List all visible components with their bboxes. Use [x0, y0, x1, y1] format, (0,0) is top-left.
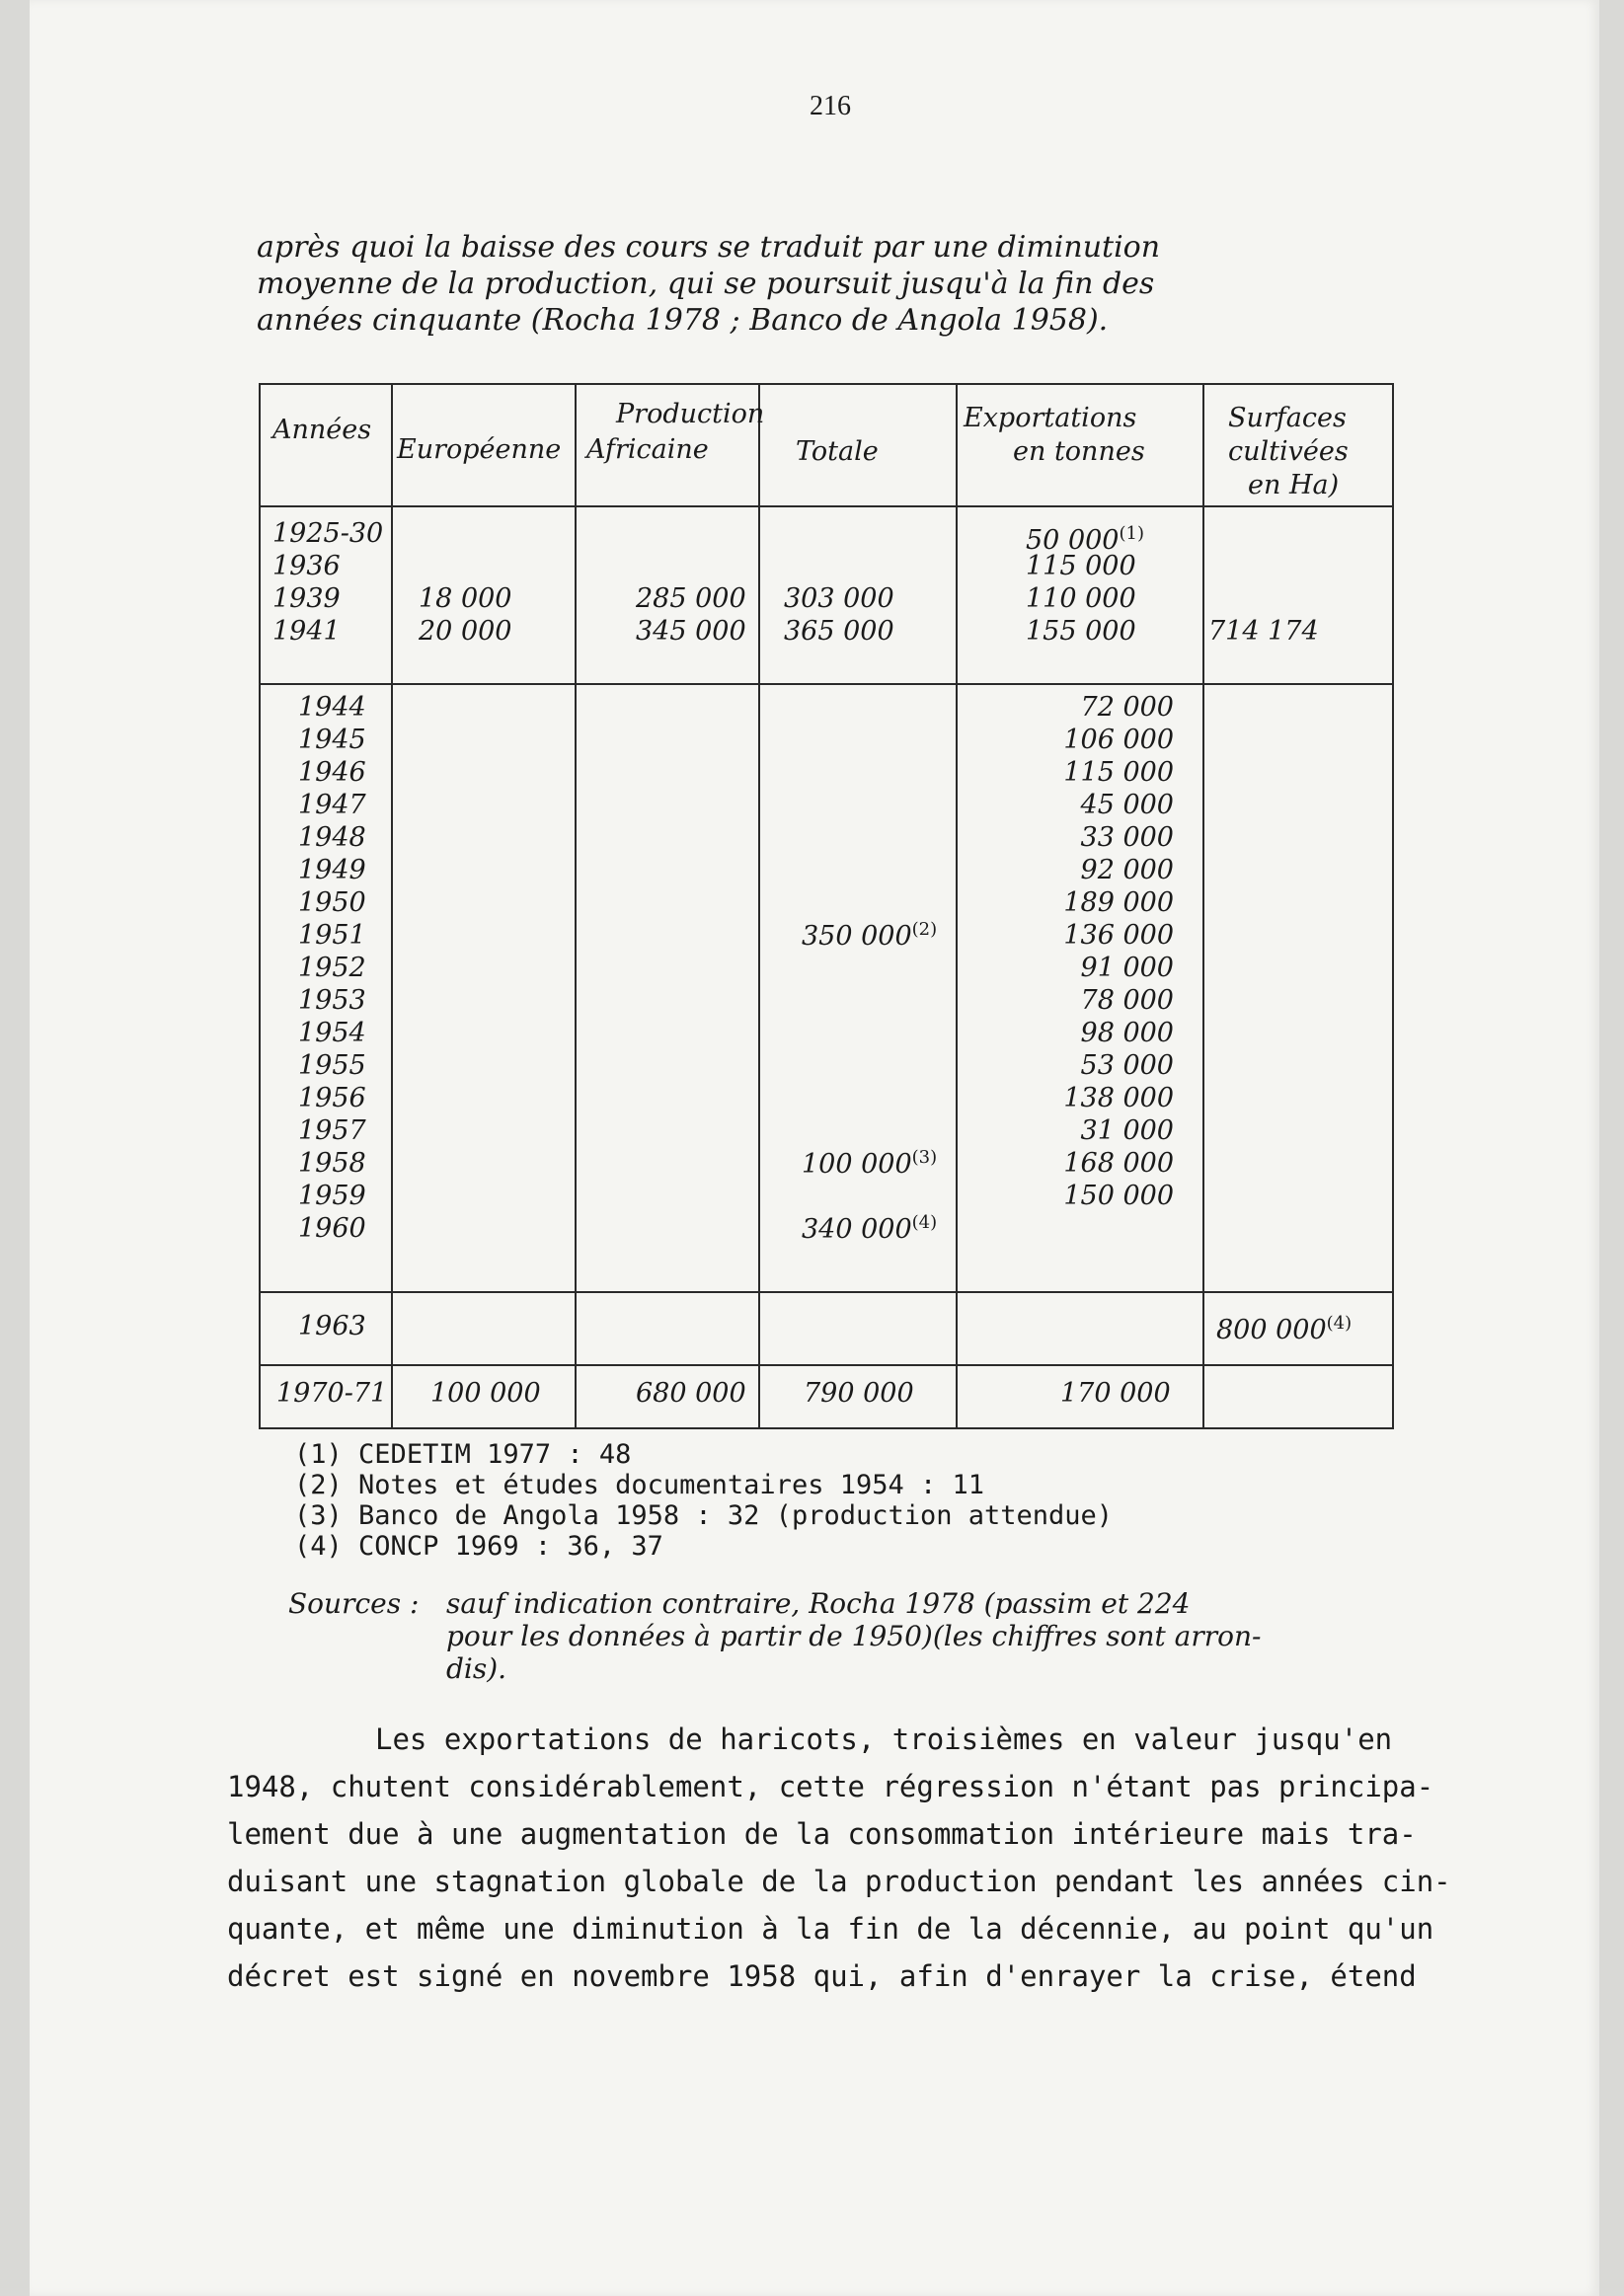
- note-item: [294, 1500, 1479, 1531]
- value-cell: 98 000: [1080, 1018, 1174, 1048]
- value-cell: 53 000: [1080, 1050, 1174, 1081]
- year-1970: 1970-71: [276, 1378, 388, 1409]
- header-surfaces-line3: en Ha): [1248, 470, 1340, 500]
- header-europeenne: Européenne: [397, 434, 562, 465]
- sources-label: Sources :: [288, 1587, 420, 1620]
- header-surfaces-line2: cultivées: [1228, 436, 1349, 467]
- value-cell: 72 000: [1080, 692, 1174, 723]
- header-surfaces: Surfaces: [1228, 403, 1347, 433]
- block1-surfaces: [1208, 517, 1319, 648]
- sources-line: sauf indication contraire, Rocha 1978 (passim et 224: [446, 1587, 1191, 1620]
- value-cell: [636, 517, 746, 550]
- year-cell: 1957: [298, 1115, 366, 1146]
- header-exportations: Exportations: [964, 403, 1137, 433]
- table-divider: [391, 385, 393, 1427]
- intro-paragraph: [257, 229, 1343, 339]
- africaine-1970: 680 000: [636, 1378, 746, 1409]
- sources-text: [446, 1587, 1473, 1685]
- document-page: [30, 0, 1599, 2296]
- note-number: (4): [294, 1531, 343, 1562]
- header-annees: Années: [272, 415, 372, 445]
- block1-years: [272, 517, 383, 648]
- body-line: Les exportations de haricots, troisièmes en valeur jusqu'en: [375, 1722, 1393, 1756]
- footnote-ref: (4): [911, 1212, 938, 1233]
- table-divider: [261, 505, 1392, 507]
- value-cell: [1208, 550, 1319, 582]
- value-cell: [1026, 1212, 1174, 1245]
- body-line: 1948, chutent considérablement, cette régression n'étant pas principa-: [227, 1770, 1434, 1803]
- exportations-1970: 170 000: [1060, 1378, 1171, 1409]
- note-item: [294, 1470, 1479, 1500]
- sources-line: dis).: [446, 1652, 507, 1685]
- value-cell: 168 000: [1063, 1148, 1174, 1179]
- value-cell: 91 000: [1080, 953, 1174, 983]
- intro-line: moyenne de la production, qui se poursuit jusqu'à la fin des: [257, 267, 1155, 301]
- block1-totale: [784, 517, 894, 648]
- value-cell: 92 000: [1080, 855, 1174, 885]
- year-cell: 1959: [298, 1181, 366, 1211]
- year-cell: 1952: [298, 953, 366, 983]
- value-cell: 155 000: [1026, 616, 1136, 647]
- year-cell: 1941: [272, 616, 341, 647]
- body-line: lement due à une augmentation de la consommation intérieure mais tra-: [227, 1817, 1417, 1851]
- value-cell: [784, 517, 894, 550]
- year-cell: 1949: [298, 855, 366, 885]
- value-cell: [419, 517, 511, 550]
- block1-africaine: [636, 517, 746, 648]
- note-number: (1): [294, 1439, 343, 1470]
- value-cell: 115 000: [1063, 757, 1174, 788]
- intro-line: années cinquante (Rocha 1978 ; Banco de Angola 1958).: [257, 303, 1109, 338]
- note-text: Notes et études documentaires 1954 : 11: [358, 1470, 985, 1500]
- note-text: Banco de Angola 1958 : 32 (production attendue): [358, 1500, 1114, 1531]
- value-text: 50 000: [1026, 525, 1120, 556]
- block1-exportations: [1026, 517, 1144, 648]
- value-cell: 20 000: [419, 616, 512, 647]
- header-totale: Totale: [796, 436, 879, 467]
- footnote-ref: (1): [1119, 523, 1144, 544]
- value-cell: 106 000: [1063, 725, 1174, 755]
- header-africaine: Africaine: [586, 434, 709, 465]
- year-cell: 1951: [298, 920, 366, 951]
- year-cell: 1939: [272, 583, 341, 614]
- year-cell: 1960: [298, 1213, 366, 1244]
- year-cell: 1945: [298, 725, 366, 755]
- value-cell: [784, 550, 894, 582]
- year-cell: 1953: [298, 985, 366, 1016]
- value-cell: 78 000: [1080, 985, 1174, 1016]
- value-cell: 303 000: [784, 583, 894, 614]
- totale-1960: [802, 1212, 937, 1245]
- value-cell: 31 000: [1080, 1115, 1174, 1146]
- table-divider: [575, 385, 577, 1427]
- footnote-ref: (3): [911, 1147, 938, 1168]
- body-line: décret est signé en novembre 1958 qui, afin d'enrayer la crise, étend: [227, 1959, 1417, 1993]
- note-number: (3): [294, 1500, 343, 1531]
- block2-exportations: [1026, 691, 1174, 1245]
- year-1963: 1963: [298, 1311, 366, 1341]
- body-paragraph: [227, 1716, 1451, 2000]
- surfaces-1963: [1216, 1313, 1352, 1345]
- value-cell: [1026, 517, 1144, 556]
- production-table: [259, 383, 1394, 1429]
- value-cell: 345 000: [636, 616, 746, 647]
- value-cell: 33 000: [1080, 822, 1174, 853]
- footnote-ref: (4): [1326, 1313, 1353, 1334]
- value-text: 350 000: [802, 921, 912, 952]
- block2-years: [298, 691, 366, 1245]
- note-text: CONCP 1969 : 36, 37: [358, 1531, 663, 1562]
- block1-europeenne: [419, 517, 511, 648]
- note-item: [294, 1439, 1479, 1470]
- value-cell: 136 000: [1063, 920, 1174, 951]
- page-number: 216: [810, 91, 851, 121]
- europeenne-1970: 100 000: [430, 1378, 541, 1409]
- table-notes: [294, 1439, 1479, 1562]
- note-number: (2): [294, 1470, 343, 1500]
- note-text: CEDETIM 1977 : 48: [358, 1439, 632, 1470]
- year-cell: 1947: [298, 790, 366, 820]
- table-divider: [261, 683, 1392, 685]
- year-cell: 1925-30: [272, 518, 384, 549]
- year-cell: 1936: [272, 551, 341, 581]
- value-cell: 150 000: [1063, 1181, 1174, 1211]
- value-cell: [636, 550, 746, 582]
- year-cell: 1950: [298, 887, 366, 918]
- table-divider: [261, 1364, 1392, 1366]
- value-cell: 189 000: [1063, 887, 1174, 918]
- value-cell: [1208, 582, 1319, 615]
- value-cell: 115 000: [1026, 551, 1136, 581]
- footnote-ref: (2): [911, 919, 938, 940]
- value-cell: 110 000: [1026, 583, 1136, 614]
- value-text: 100 000: [802, 1149, 912, 1180]
- value-cell: 285 000: [636, 583, 746, 614]
- value-text: 340 000: [802, 1214, 912, 1245]
- year-cell: 1954: [298, 1018, 366, 1048]
- table-divider: [261, 1291, 1392, 1293]
- totale-1951: [802, 919, 937, 952]
- value-cell: 714 174: [1208, 616, 1319, 647]
- table-divider: [758, 385, 760, 1427]
- value-cell: [1208, 517, 1319, 550]
- year-cell: 1956: [298, 1083, 366, 1113]
- value-cell: 45 000: [1080, 790, 1174, 820]
- sources-line: pour les données à partir de 1950)(les chiffres sont arron-: [446, 1620, 1262, 1652]
- year-cell: 1948: [298, 822, 366, 853]
- year-cell: 1955: [298, 1050, 366, 1081]
- table-divider: [956, 385, 958, 1427]
- header-exportations-unit: en tonnes: [1013, 436, 1145, 467]
- year-cell: 1944: [298, 692, 366, 723]
- body-line: quante, et même une diminution à la fin de la décennie, au point qu'un: [227, 1912, 1434, 1946]
- header-production: Production: [616, 399, 765, 429]
- value-cell: 18 000: [419, 583, 512, 614]
- value-cell: 138 000: [1063, 1083, 1174, 1113]
- totale-1970: 790 000: [804, 1378, 914, 1409]
- intro-line: après quoi la baisse des cours se traduit par une diminution: [257, 230, 1161, 265]
- year-cell: 1958: [298, 1148, 366, 1179]
- body-line: duisant une stagnation globale de la production pendant les années cin-: [227, 1865, 1451, 1898]
- value-cell: 365 000: [784, 616, 894, 647]
- value-cell: [419, 550, 511, 582]
- year-cell: 1946: [298, 757, 366, 788]
- note-item: [294, 1531, 1479, 1562]
- totale-1958: [802, 1147, 937, 1180]
- table-divider: [1202, 385, 1204, 1427]
- value-text: 800 000: [1216, 1315, 1327, 1345]
